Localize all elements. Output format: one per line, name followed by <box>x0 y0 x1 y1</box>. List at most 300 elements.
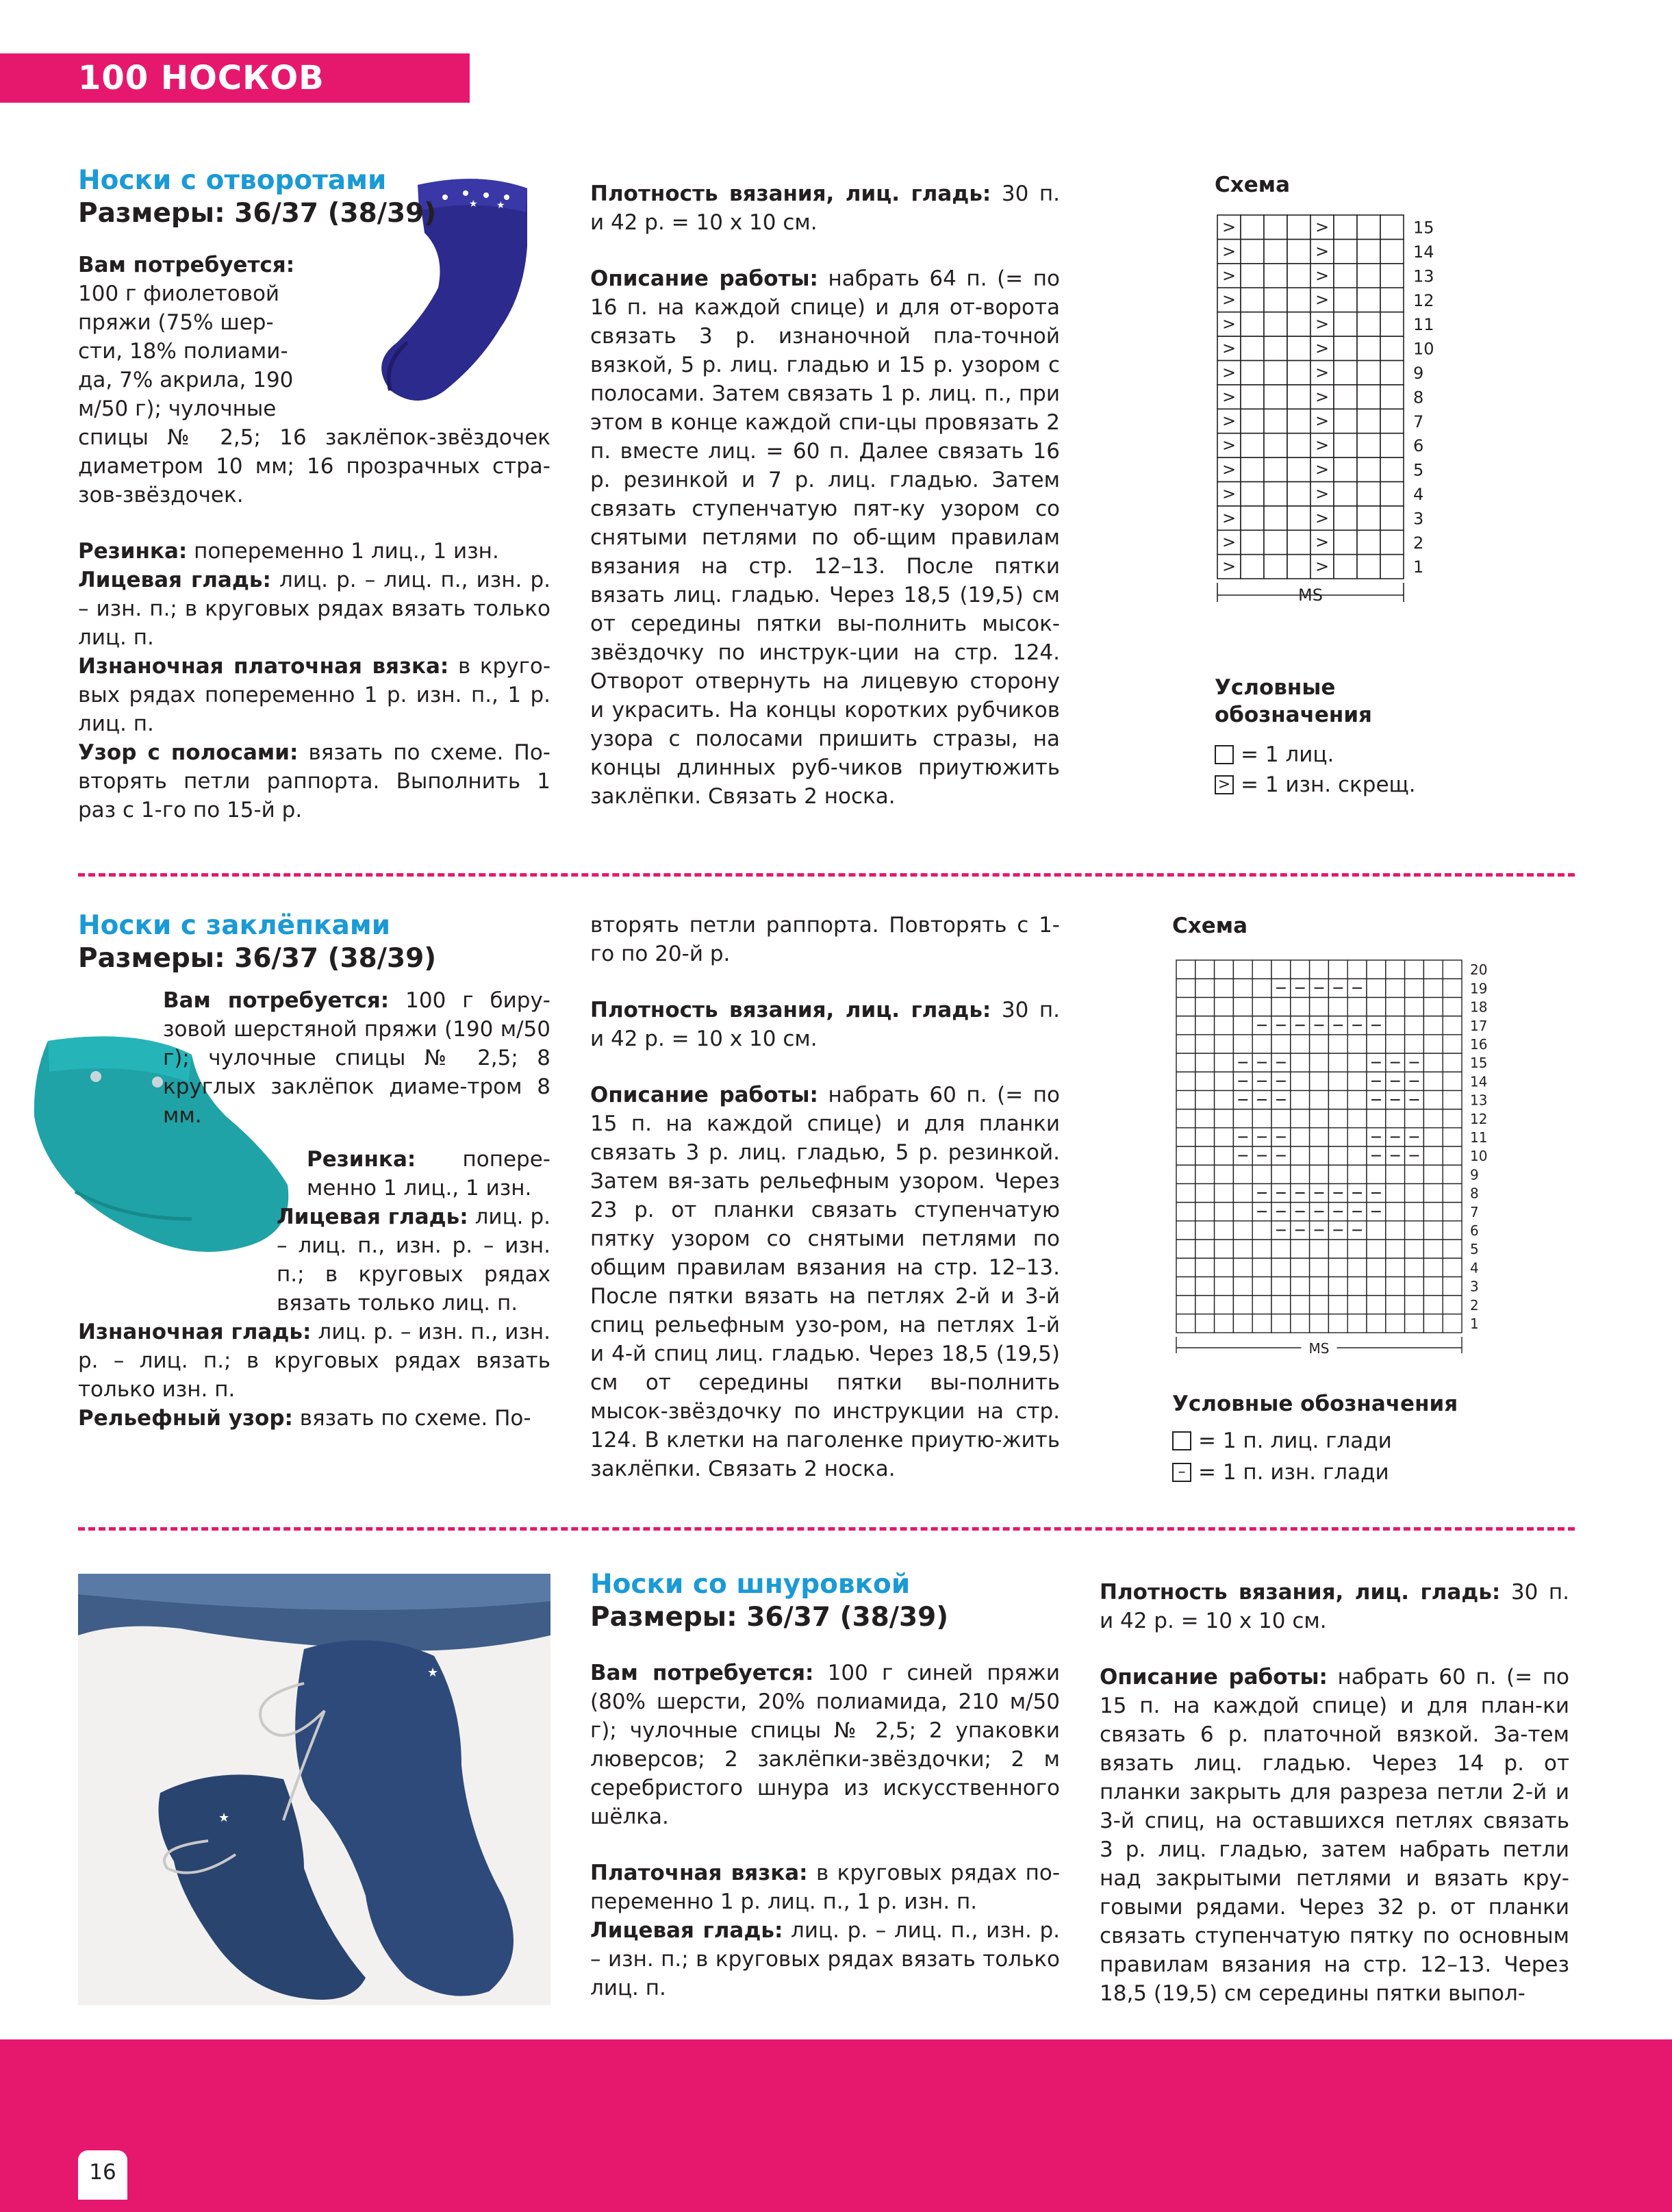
chart-cell <box>1176 1053 1195 1072</box>
chart-cell <box>1233 1240 1252 1258</box>
chart-cell <box>1423 1314 1443 1333</box>
chart-cell <box>1423 1146 1443 1165</box>
crossed-purl-symbol: > <box>1221 338 1237 358</box>
row-number-label: 17 <box>1470 1017 1488 1034</box>
chart-cell <box>1386 1183 1405 1202</box>
row-number-label: 11 <box>1470 1129 1488 1146</box>
chart-cell <box>1176 1165 1195 1183</box>
chart-cell <box>1328 1314 1347 1333</box>
chart-cell <box>1287 555 1310 579</box>
chart-cell <box>1241 385 1264 409</box>
chart-cell <box>1233 1165 1252 1183</box>
chart-cell <box>1367 979 1386 997</box>
chart-cell <box>1423 997 1443 1016</box>
chart-cell <box>1291 1072 1310 1090</box>
row-number-label: 10 <box>1470 1148 1488 1165</box>
ms-label: MS <box>1298 586 1323 605</box>
chart-cell <box>1310 1128 1329 1146</box>
chart-cell <box>1334 215 1357 239</box>
crossed-purl-symbol: > <box>1315 314 1330 334</box>
chart-cell <box>1443 1165 1462 1183</box>
chart-cell <box>1443 997 1462 1016</box>
chart-cell <box>1328 1035 1347 1053</box>
chart-cell <box>1386 979 1405 997</box>
chart-cell <box>1195 1258 1215 1277</box>
legend-title-line: Условные обозначения <box>1215 675 1372 727</box>
crossed-purl-symbol: > <box>1315 241 1330 261</box>
chart-cell <box>1405 1221 1424 1240</box>
chart-cell <box>1347 997 1367 1016</box>
chart-cell <box>1328 1296 1347 1314</box>
chart-cell <box>1386 1221 1405 1240</box>
chart-cell <box>1252 960 1271 979</box>
knit-stitch-symbol-icon <box>1172 1431 1191 1450</box>
chart-cell <box>1195 1240 1215 1258</box>
chart-cell <box>1215 1090 1234 1109</box>
chart-cell <box>1241 264 1264 288</box>
chart-cell <box>1405 1109 1424 1128</box>
chart-cell <box>1271 1165 1291 1183</box>
chart-cell <box>1195 1221 1215 1240</box>
crossed-purl-symbol: > <box>1315 483 1330 503</box>
chart-cell <box>1271 1109 1291 1128</box>
crossed-purl-symbol: > <box>1221 460 1237 479</box>
chart-cell <box>1443 1090 1462 1109</box>
section1-legend-text-1: = 1 изн. скрещ. <box>1241 772 1416 797</box>
chart-cell <box>1241 481 1264 505</box>
chart-cell <box>1310 960 1329 979</box>
crossed-purl-symbol: > <box>1221 314 1237 334</box>
chart-cell <box>1233 1203 1252 1221</box>
section3-middle-column <box>590 1568 1060 2002</box>
chart-cell <box>1347 1314 1367 1333</box>
chart-cell <box>1334 336 1357 360</box>
section1-legend-text-0: = 1 лиц. <box>1241 742 1334 767</box>
section2-work: Описание работы: набрать 60 п. (= по 15 п. на каждой спице) и для планки связать 3 р. лиц. гладью, 5 р. резинкой. Затем вя-зать рельефным узором. Через 23 р. от планки связать ступенчатую пятку узором со снятыми петлями по общим правилам вязания на стр. 12–13. После пятки вязать на петлях 2-й и 3-й спиц рельефным узо-ром, на петлях 1-й и 4-й спиц лиц. гладью. Через 18,5 (19,5) см от середины пятки вы-полнить мысок-звёздочку по инструкции на стр. 124. В клетки на паголенке приутю-жить заклёпки. Связать 2 носка. <box>590 1083 1060 1481</box>
row-number-label: 6 <box>1470 1222 1479 1240</box>
chart-cell <box>1233 1035 1252 1053</box>
section2-chart-title: Схема <box>1172 914 1248 938</box>
chart-cell <box>1176 1090 1195 1109</box>
chart-cell <box>1423 1072 1443 1090</box>
chart-cell <box>1252 1221 1271 1240</box>
chart-cell <box>1264 239 1287 263</box>
crossed-purl-symbol: > <box>1315 266 1330 286</box>
chart-cell <box>1310 1240 1329 1258</box>
chart-cell <box>1176 1072 1195 1090</box>
chart-cell <box>1264 215 1287 239</box>
chart-cell <box>1347 1240 1367 1258</box>
chart-cell <box>1233 997 1252 1016</box>
crossed-purl-symbol: > <box>1221 557 1237 577</box>
chart-cell <box>1287 409 1310 433</box>
chart-cell <box>1233 1277 1252 1295</box>
section1-need-line-0: 100 г фиолетовой <box>78 281 280 306</box>
section2-legend-text-1: = 1 п. изн. глади <box>1198 1460 1389 1485</box>
chart-cell <box>1271 1035 1291 1053</box>
crossed-purl-symbol: > <box>1315 338 1330 358</box>
row-number-label: 4 <box>1470 1259 1479 1277</box>
chart-cell <box>1423 1090 1443 1109</box>
chart-cell <box>1347 1035 1367 1053</box>
chart-cell <box>1215 1183 1234 1202</box>
chart-cell <box>1386 1109 1405 1128</box>
chart-cell <box>1233 1221 1252 1240</box>
chart-cell <box>1380 506 1404 530</box>
chart-cell <box>1380 409 1404 433</box>
chart-cell <box>1195 1035 1215 1053</box>
chart-cell <box>1291 1165 1310 1183</box>
chart-cell <box>1215 960 1234 979</box>
chart-cell <box>1287 457 1310 481</box>
chart-cell <box>1367 1165 1386 1183</box>
svg-text:★: ★ <box>218 1811 230 1825</box>
section1-item-3: Узор с полосами: вязать по схеме. По-вторять петли раппорта. Выполнить 1 раз с 1-го по 15-й р. <box>78 740 550 822</box>
row-number-label: 4 <box>1413 484 1424 504</box>
chart-cell <box>1380 312 1404 336</box>
chart-cell <box>1334 530 1357 554</box>
section1-item-0: Резинка: попеременно 1 лиц., 1 изн. <box>78 539 499 564</box>
chart-cell <box>1367 1221 1386 1240</box>
chart-cell <box>1264 336 1287 360</box>
row-number-label: 1 <box>1413 557 1424 577</box>
chart-cell <box>1405 1165 1424 1183</box>
chart-cell <box>1176 1258 1195 1277</box>
chart-cell <box>1367 1258 1386 1277</box>
crossed-purl-symbol: > <box>1221 362 1237 382</box>
chart-cell <box>1195 1072 1215 1090</box>
section2-item-2: Изнаночная гладь: лиц. р. – изн. п., изн. р. – лиц. п.; в круговых рядах вязать только изн. п. <box>78 1320 551 1402</box>
section2-legend-text-0: = 1 п. лиц. глади <box>1198 1429 1392 1453</box>
chart-cell <box>1386 1258 1405 1277</box>
chart-cell <box>1310 997 1329 1016</box>
section1-title: Носки с отворотами <box>78 165 387 196</box>
chart-cell <box>1233 1296 1252 1314</box>
chart-cell <box>1334 433 1357 457</box>
section2-left-column <box>78 909 550 1433</box>
row-number-label: 11 <box>1413 315 1434 335</box>
row-number-label: 2 <box>1413 533 1424 553</box>
chart-cell <box>1386 1240 1405 1258</box>
crossed-purl-symbol: > <box>1221 266 1237 286</box>
chart-cell <box>1380 555 1404 579</box>
chart-cell <box>1233 979 1252 997</box>
chart-cell <box>1328 1258 1347 1277</box>
chart-cell <box>1443 1072 1462 1090</box>
chart-cell <box>1241 215 1264 239</box>
chart-cell <box>1241 312 1264 336</box>
chart-cell <box>1367 1035 1386 1053</box>
chart-cell <box>1195 979 1215 997</box>
section3-work: Описание работы: набрать 60 п. (= по 15 п. на каждой спице) и для план-ки связать 6 р. платочной вязкой. За-тем вязать лиц. гладью. Через 14 р. от планки закрыть для разреза петли 2-й и 3-й спиц, на оставшихся петлях связать 3 р. лиц. гладью, затем набрать петли над закрытыми петлями и вязать кру-говыми рядами. Через 32 р. от планки связать ступенчатую пятку по основным правилам вязания на стр. 12–13. Через 18,5 (19,5) см середины пятки выпол- <box>1100 1665 1569 2006</box>
chart-cell <box>1233 1016 1252 1035</box>
chart-cell <box>1347 1090 1367 1109</box>
chart-cell <box>1405 1203 1424 1221</box>
knit-stitch-symbol-icon <box>1215 745 1234 764</box>
chart-cell <box>1215 1277 1234 1295</box>
section1-stitch-chart <box>1212 210 1458 634</box>
chart-cell <box>1386 960 1405 979</box>
chart-cell <box>1443 1221 1462 1240</box>
chart-cell <box>1287 433 1310 457</box>
chart-cell <box>1310 1053 1329 1072</box>
chart-cell <box>1287 215 1310 239</box>
chart-cell <box>1233 1258 1252 1277</box>
row-number-label: 18 <box>1470 998 1488 1016</box>
chart-cell <box>1423 1183 1443 1202</box>
row-number-label: 3 <box>1470 1278 1479 1295</box>
row-number-label: 9 <box>1413 363 1424 383</box>
chart-cell <box>1423 1277 1443 1295</box>
row-number-label: 14 <box>1413 242 1434 262</box>
chart-cell <box>1195 1090 1215 1109</box>
chart-cell <box>1423 1258 1443 1277</box>
chart-cell <box>1195 1203 1215 1221</box>
chart-cell <box>1334 481 1357 505</box>
chart-cell <box>1310 1146 1329 1165</box>
chart-cell <box>1195 960 1215 979</box>
chart-cell <box>1328 1053 1347 1072</box>
section1-legend-row-0 <box>1215 742 1334 767</box>
chart-cell <box>1405 1258 1424 1277</box>
chart-cell <box>1291 1053 1310 1072</box>
chart-cell <box>1347 1072 1367 1090</box>
chart-cell <box>1215 979 1234 997</box>
chart-cell <box>1310 1277 1329 1295</box>
section2-need: Вам потребуется: 100 г биру-зовой шерстяной пряжи (190 м/50 г); чулочные спицы № 2,5; 8 круглых заклёпок диаме-тром 8 мм. <box>163 988 550 1128</box>
chart-cell <box>1176 1035 1195 1053</box>
row-number-label: 7 <box>1470 1203 1479 1220</box>
crossed-purl-symbol: > <box>1315 508 1330 528</box>
chart-cell <box>1264 530 1287 554</box>
svg-text:★: ★ <box>469 199 478 210</box>
section2-legend-row-0 <box>1172 1429 1392 1453</box>
chart-cell <box>1328 1277 1347 1295</box>
section2-stitch-chart <box>1171 955 1499 1379</box>
chart-cell <box>1423 979 1443 997</box>
crossed-purl-symbol: > <box>1315 436 1330 455</box>
chart-cell <box>1287 481 1310 505</box>
chart-cell <box>1176 1128 1195 1146</box>
chart-cell <box>1423 960 1443 979</box>
chart-cell <box>1357 288 1380 312</box>
row-number-label: 9 <box>1470 1166 1479 1183</box>
section2-middle-column <box>590 911 1060 1483</box>
chart-cell <box>1176 960 1195 979</box>
row-number-label: 14 <box>1470 1073 1488 1090</box>
section1-chart-title: Схема <box>1215 173 1291 197</box>
chart-cell <box>1367 997 1386 1016</box>
chart-cell <box>1233 1314 1252 1333</box>
chart-cell <box>1195 1314 1215 1333</box>
crossed-purl-symbol: > <box>1221 436 1237 455</box>
chart-cell <box>1271 1240 1291 1258</box>
chart-cell <box>1241 360 1264 384</box>
chart-cell <box>1291 1296 1310 1314</box>
svg-text:★: ★ <box>496 200 505 211</box>
chart-cell <box>1215 1296 1234 1314</box>
section2-density: Плотность вязания, лиц. гладь: 30 п. и 42 р. = 10 x 10 см. <box>590 998 1060 1051</box>
chart-cell <box>1443 1314 1462 1333</box>
chart-cell <box>1423 1165 1443 1183</box>
row-number-label: 5 <box>1470 1241 1479 1258</box>
chart-cell <box>1386 1296 1405 1314</box>
section-divider-1 <box>78 873 1575 877</box>
section1-need-line-1: пряжи (75% шер- <box>78 310 274 335</box>
chart-cell <box>1215 1109 1234 1128</box>
crossed-purl-symbol: > <box>1221 411 1237 431</box>
chart-cell <box>1328 1109 1347 1128</box>
section1-need-line-3: да, 7% акрила, 190 <box>78 368 294 392</box>
chart-cell <box>1271 1277 1291 1295</box>
chart-cell <box>1367 1109 1386 1128</box>
chart-cell <box>1271 1258 1291 1277</box>
chart-cell <box>1328 1240 1347 1258</box>
chart-cell <box>1252 1240 1271 1258</box>
chart-cell <box>1357 239 1380 263</box>
section3-title: Носки со шнуровкой <box>590 1569 911 1600</box>
chart-cell <box>1215 1146 1234 1165</box>
chart-cell <box>1380 481 1404 505</box>
chart-cell <box>1357 360 1380 384</box>
chart-cell <box>1380 360 1404 384</box>
chart-cell <box>1287 288 1310 312</box>
chart-cell <box>1291 1035 1310 1053</box>
chart-cell <box>1405 1035 1424 1053</box>
section1-need-line-4: м/50 г); чулочные <box>78 397 277 421</box>
crossed-purl-symbol: > <box>1221 290 1237 310</box>
chart-cell <box>1252 997 1271 1016</box>
crossed-purl-symbol: > <box>1221 508 1237 528</box>
chart-cell <box>1310 1090 1329 1109</box>
svg-text:★: ★ <box>427 1666 439 1680</box>
chart-cell <box>1215 1240 1234 1258</box>
chart-cell <box>1328 1072 1347 1090</box>
chart-cell <box>1334 555 1357 579</box>
crossed-purl-symbol: > <box>1315 460 1330 479</box>
chart-cell <box>1443 1183 1462 1202</box>
chart-cell <box>1241 530 1264 554</box>
chart-cell <box>1443 1109 1462 1128</box>
chart-cell <box>1334 457 1357 481</box>
footer-bar <box>0 2039 1672 2212</box>
section3-need: Вам потребуется: 100 г синей пряжи (80% шерсти, 20% полиамида, 210 м/50 г); чулочные спицы № 2,5; 2 упаковки люверсов; 2 заклёпки-звёздочки; 2 м серебристого шнура из искусственного шёлка. <box>590 1661 1060 1829</box>
chart-cell <box>1443 979 1462 997</box>
chart-cell <box>1380 457 1404 481</box>
chart-cell <box>1241 409 1264 433</box>
chart-cell <box>1252 1165 1271 1183</box>
chart-cell <box>1264 360 1287 384</box>
chart-cell <box>1195 1146 1215 1165</box>
chart-cell <box>1367 1296 1386 1314</box>
row-number-label: 6 <box>1413 436 1424 456</box>
chart-cell <box>1287 264 1310 288</box>
row-number-label: 13 <box>1413 266 1434 286</box>
chart-cell <box>1367 960 1386 979</box>
chart-cell <box>1443 1053 1462 1072</box>
section3-item-1: Лицевая гладь: лиц. р. – лиц. п., изн. р. – изн. п.; в круговых рядах вязать только лиц. п. <box>590 1918 1061 2000</box>
crossed-purl-symbol: > <box>1221 217 1237 237</box>
chart-cell <box>1271 960 1291 979</box>
chart-cell <box>1195 997 1215 1016</box>
chart-cell <box>1287 530 1310 554</box>
chart-cell <box>1287 385 1310 409</box>
chart-cell <box>1215 1165 1234 1183</box>
chart-cell <box>1264 506 1287 530</box>
chart-cell <box>1357 312 1380 336</box>
chart-cell <box>1291 960 1310 979</box>
section2-item-1: Лицевая гладь: лиц. р. – лиц. п., изн. р. – изн. п.; в круговых рядах вязать только лиц. п. <box>277 1205 550 1316</box>
chart-cell <box>1310 1314 1329 1333</box>
chart-cell <box>1405 1016 1424 1035</box>
row-number-label: 20 <box>1470 962 1488 979</box>
chart-cell <box>1443 1240 1462 1258</box>
chart-cell <box>1357 409 1380 433</box>
chart-cell <box>1287 336 1310 360</box>
chart-cell <box>1195 1183 1215 1202</box>
chart-cell <box>1195 1053 1215 1072</box>
chart-cell <box>1215 1053 1234 1072</box>
row-number-label: 12 <box>1470 1110 1488 1127</box>
chart-cell <box>1380 288 1404 312</box>
chart-cell <box>1195 1277 1215 1295</box>
row-number-label: 8 <box>1470 1185 1479 1202</box>
section2-legend-row-1 <box>1172 1460 1389 1485</box>
chart-cell <box>1252 1035 1271 1053</box>
chart-cell <box>1264 457 1287 481</box>
chart-cell <box>1176 1240 1195 1258</box>
crossed-purl-symbol: > <box>1315 362 1330 382</box>
chart-cell <box>1310 1109 1329 1128</box>
section2-legend-title: Условные обозначения <box>1172 1392 1458 1416</box>
chart-cell <box>1195 1016 1215 1035</box>
crossed-purl-symbol: > <box>1315 290 1330 310</box>
chart-cell <box>1357 555 1380 579</box>
chart-cell <box>1195 1165 1215 1183</box>
chart-cell <box>1252 1109 1271 1128</box>
chart-cell <box>1347 1277 1367 1295</box>
chart-cell <box>1264 555 1287 579</box>
chart-cell <box>1195 1128 1215 1146</box>
chart-cell <box>1423 1221 1443 1240</box>
section1-sizes: Размеры: 36/37 (38/39) <box>78 198 437 229</box>
chart-cell <box>1386 1277 1405 1295</box>
section1-middle-column <box>590 179 1060 811</box>
chart-cell <box>1287 239 1310 263</box>
chart-cell <box>1423 1109 1443 1128</box>
section2-title: Носки с заклёпками <box>78 910 391 941</box>
chart-cell <box>1386 1165 1405 1183</box>
chart-cell <box>1405 960 1424 979</box>
chart-cell <box>1233 1109 1252 1128</box>
row-number-label: 19 <box>1470 980 1488 997</box>
chart-cell <box>1176 979 1195 997</box>
chart-cell <box>1310 1165 1329 1183</box>
page-header-title: 100 НОСКОВ <box>78 59 325 97</box>
chart-cell <box>1252 1314 1271 1333</box>
chart-cell <box>1241 336 1264 360</box>
chart-cell <box>1380 385 1404 409</box>
chart-cell <box>1215 1035 1234 1053</box>
chart-cell <box>1334 239 1357 263</box>
chart-cell <box>1215 1072 1234 1090</box>
chart-cell <box>1241 506 1264 530</box>
chart-cell <box>1291 1109 1310 1128</box>
chart-cell <box>1386 1035 1405 1053</box>
chart-cell <box>1405 1277 1424 1295</box>
crossed-purl-symbol: > <box>1315 532 1330 552</box>
chart-cell <box>1334 506 1357 530</box>
